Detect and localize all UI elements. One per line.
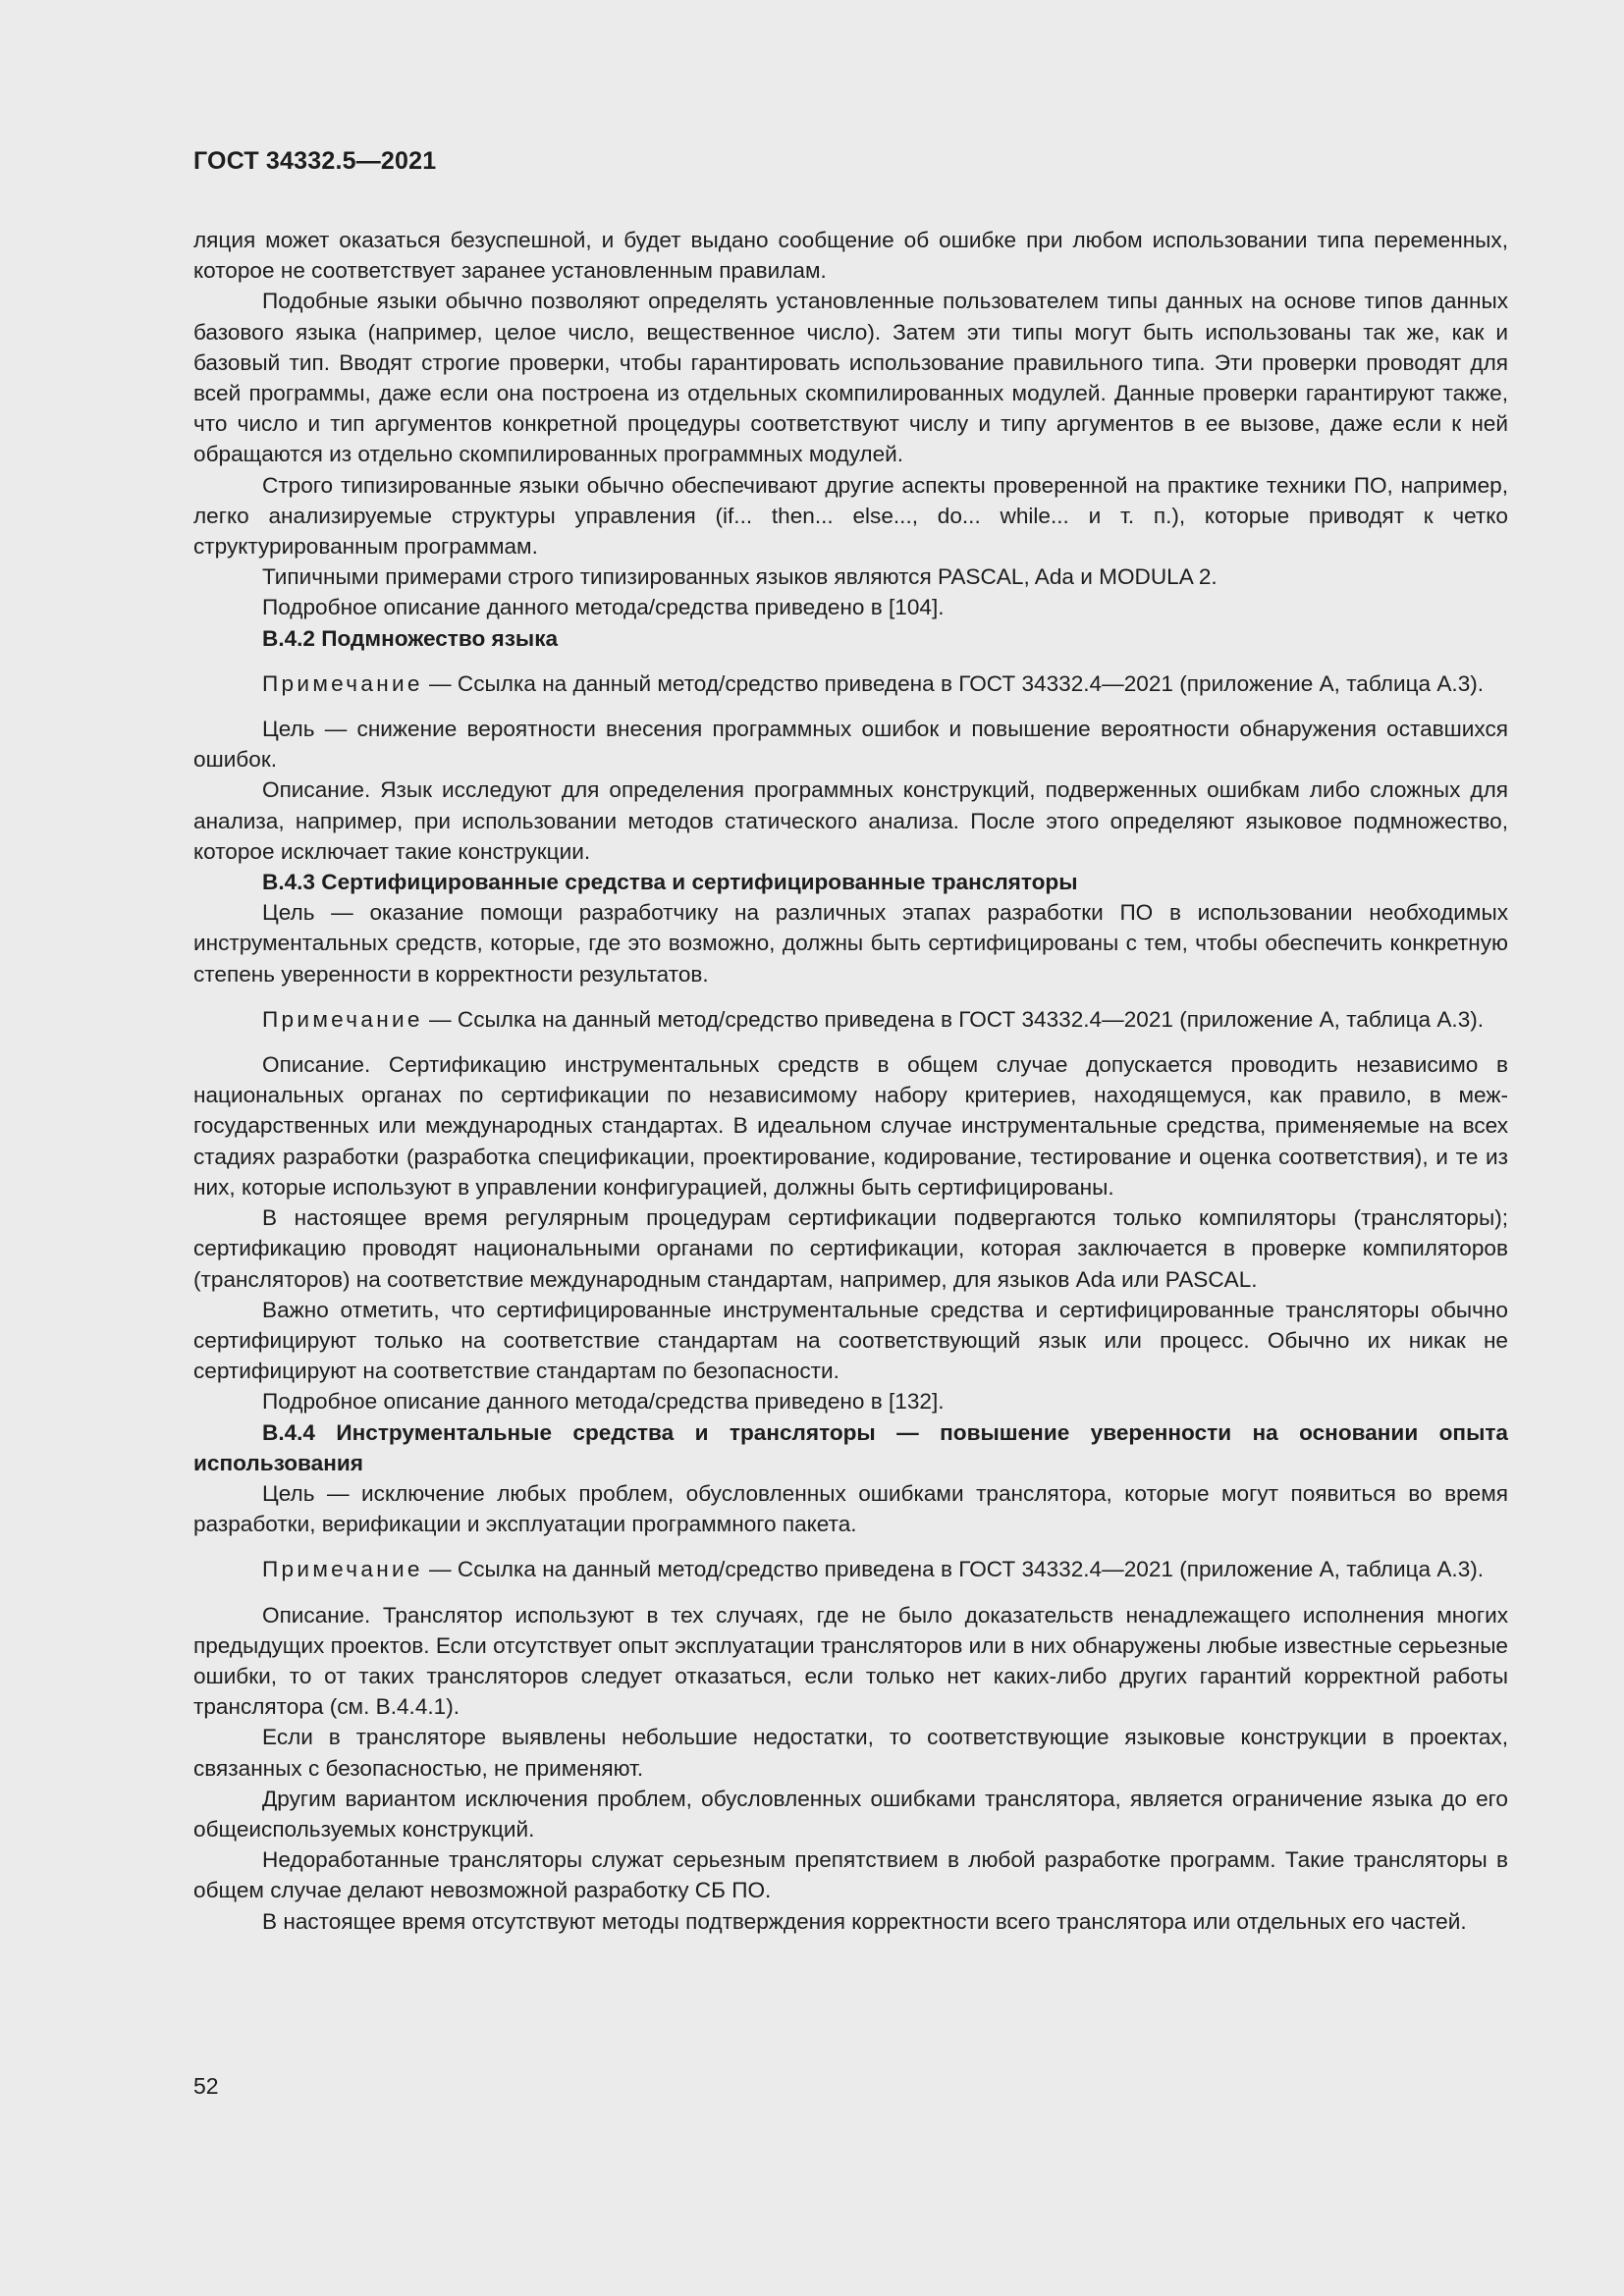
paragraph: В настоящее время отсутствуют методы подтверждения корректности всего транслятора или отдельных его частей. <box>262 1908 1467 1934</box>
paragraph: Описание. Транслятор используют в тех случаях, где не было доказательств ненадлежащего исполнения многих предыдущих проектов. Если отсутствует опыт эксплуатации трансляторов или в них обнаружены любые известные серьезные ошибки, то от таких трансляторов следует отказаться, если только нет каких-либо других гарантий корректной работы транслятора (см. В.4.4.1). <box>193 1602 1508 1720</box>
document-header-title: ГОСТ 34332.5—2021 <box>193 147 437 175</box>
paragraph: Недоработанные трансляторы служат серьезным препятствием в любой разработке программ. Такие трансляторы в общем случае делают невозможной разработку СБ ПО. <box>193 1847 1508 1903</box>
page-number: 52 <box>193 2073 219 2099</box>
note-label: Примечание <box>262 670 423 696</box>
paragraph: Описание. Сертификацию инструментальных средств в общем случае допускается проводить независимо в национальных органах по сертификации по независимому набору критериев, находящемуся, как правило, в межгосударственных или международных стандартах. В идеальном случае инструментальные средства, применяемые на всех стадиях разработки (разработка спецификации, проектирование, кодирование, тестирование и оценка соответствия), и те из них, которые используют в управлении конфигурацией, должны быть сертифицированы. <box>193 1052 1508 1200</box>
note <box>193 1554 1508 1584</box>
note-text: — Ссылка на данный метод/средство приведена в ГОСТ 34332.4—2021 (приложение А, таблица А.3). <box>422 670 1485 696</box>
note <box>193 668 1508 699</box>
document-body <box>193 225 1508 1937</box>
section-heading-b44: В.4.4 Инструментальные средства и трансляторы — повышение уверенности на основании опыта использования <box>193 1419 1508 1475</box>
paragraph: В настоящее время регулярным процедурам сертификации подвергаются только компиляторы (трансляторы); сертификацию проводят национальными органами по сертификации, которая заключается в проверке компиляторов (трансляторов) на соответствие международным стандартам, например, для языков Ada или PASCAL. <box>193 1205 1508 1292</box>
paragraph: Подробное описание данного метода/средства приведено в [132]. <box>262 1389 945 1415</box>
paragraph: Типичными примерами строго типизированных языков являются PASCAL, Ada и MODULA 2. <box>262 564 1218 590</box>
section-heading-b43: В.4.3 Сертифицированные средства и сертифицированные трансляторы <box>262 870 1078 895</box>
note-label: Примечание <box>262 1557 423 1582</box>
paragraph: Подробное описание данного метода/средства приведено в [104]. <box>262 595 945 620</box>
paragraph: Если в трансляторе выявлены небольшие недостатки, то соответствующие языковые конструкции в проектах, связанных с безопасностью, не применяют. <box>193 1725 1508 1781</box>
note-label: Примечание <box>262 1006 423 1032</box>
note <box>193 1004 1508 1035</box>
paragraph: Цель — оказание помощи разработчику на различных этапах разработки ПО в использовании необходимых инструментальных средств, которые, где это возможно, должны быть сертифицированы с тем, чтобы обеспечить конкретную степень уверенности в корректности результатов. <box>193 900 1508 987</box>
note-text: — Ссылка на данный метод/средство приведена в ГОСТ 34332.4—2021 (приложение А, таблица А.3). <box>422 1006 1485 1032</box>
paragraph: ляция может оказаться безуспешной, и будет выдано сообщение об ошибке при любом использовании типа переменных, которое не соответствует заранее установленным правилам. <box>193 228 1508 284</box>
paragraph: Другим вариантом исключения проблем, обусловленных ошибками транслятора, является ограничение языка до его общеиспользуемых конструкций. <box>193 1786 1508 1842</box>
section-heading-b42: В.4.2 Подмножество языка <box>262 625 559 651</box>
paragraph: Подобные языки обычно позволяют определять установленные пользователем типы данных на основе типов данных базового языка (например, целое число, вещественное число). Затем эти типы могут быть использованы так же, как и базовый тип. Вводят строгие проверки, чтобы гарантировать использование правильного типа. Эти проверки проводят для всей программы, даже если она построена из отдельных скомпилированных модулей. Данные проверки гарантируют также, что число и тип аргументов конкретной процедуры соответствуют числу и типу аргументов в ее вызове, даже если к ней обращаются из отдельно скомпилированных программных модулей. <box>193 289 1508 467</box>
note-text: — Ссылка на данный метод/средство приведена в ГОСТ 34332.4—2021 (приложение А, таблица А.3). <box>422 1557 1485 1582</box>
paragraph: Описание. Язык исследуют для определения программных конструкций, подверженных ошибкам либо сложных для анализа, например, при использовании методов статического анализа. После этого определяют языковое подмножество, которое исключает такие конструкции. <box>193 777 1508 864</box>
paragraph: Важно отметить, что сертифицированные инструментальные средства и сертифицированные трансляторы обычно сертифицируют только на соответствие стандартам на соответствующий язык или процесс. Обычно их никак не сертифицируют на соответствие стандартам по безопасности. <box>193 1297 1508 1384</box>
paragraph: Цель — исключение любых проблем, обусловленных ошибками транслятора, которые могут появиться во время разработки, верификации и эксплуатации программного пакета. <box>193 1480 1508 1537</box>
paragraph: Строго типизированные языки обычно обеспечивают другие аспекты проверенной на практике техники ПО, например, легко анализируемые структуры управления (if... then... else..., do... while... и т. п.), которые приводят к четко структурированным программам. <box>193 472 1508 560</box>
paragraph: Цель — снижение вероятности внесения программных ошибок и повышение вероятности обнаружения оставшихся ошибок. <box>193 717 1508 773</box>
